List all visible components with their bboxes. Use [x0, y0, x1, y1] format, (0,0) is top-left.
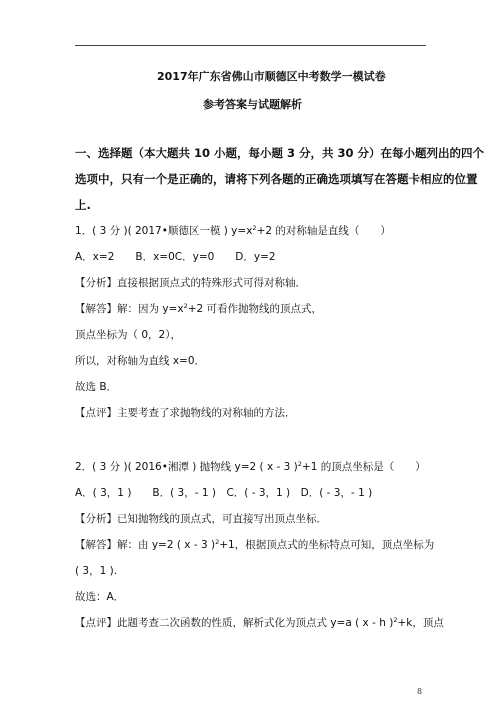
section-heading-line1: 一、选择题（本大题共 10 小题，每小题 3 分，共 30 分）在每小题列出的四个: [75, 146, 485, 160]
q2-comment: [75, 616, 444, 630]
q2-options: A．( 3，1 ) B．( 3，- 1 ) C．( - 3，1 ) D．( - 3，- 1 ): [75, 487, 373, 499]
q1-answer-text: 【解答】解：因为 y=x: [75, 303, 184, 315]
q1-answer: [75, 302, 322, 316]
q1-stem: [75, 224, 391, 238]
doc-subtitle: 参考答案与试题解析: [203, 98, 302, 111]
q2-answer: [75, 538, 434, 552]
header-rule: [75, 45, 426, 46]
q2-stem-text-end: +1 的顶点坐标是（ ）: [301, 461, 426, 473]
q2-stem-text: 2．( 3 分 )( 2016•湘潭 ) 抛物线 y=2 ( x - 3 ): [75, 461, 298, 473]
doc-title: 2017年广东省佛山市顺德区中考数学一模试卷: [157, 70, 386, 83]
section-heading-line2: 选项中，只有一个是正确的，请将下列各题的正确选项填写在答题卡相应的位置: [75, 172, 478, 186]
q2-stem-exponent: 2: [297, 460, 302, 468]
q1-axis: 所以，对称轴为直线 x=0．: [75, 355, 206, 367]
page-number: 8: [417, 687, 423, 696]
q2-vertex: ( 3，1 ).: [75, 565, 118, 577]
q2-choice: 故选：A．: [75, 591, 125, 603]
q2-comment-text-end: +k，顶点: [397, 617, 444, 629]
q1-stem-exponent: 2: [252, 224, 257, 232]
q1-answer-exponent: 2: [183, 302, 188, 310]
q1-choice: 故选 B．: [75, 381, 118, 393]
q2-analysis: 【分析】已知抛物线的顶点式，可直接写出顶点坐标．: [75, 513, 327, 525]
section-heading-line3: 上.: [75, 198, 91, 212]
q2-answer-exponent: 2: [215, 538, 220, 546]
q1-stem-text: 1．( 3 分 )( 2017•顺德区一模 ) y=x: [75, 225, 253, 237]
q1-stem-text-end: +2 的对称轴是直线（ ）: [256, 225, 391, 237]
q2-comment-exponent: 2: [393, 616, 398, 624]
q1-comment: 【点评】主要考查了求抛物线的对称轴的方法．: [75, 407, 296, 419]
q2-answer-text: 【解答】解：由 y=2 ( x - 3 ): [75, 539, 216, 551]
q2-answer-text-end: +1，根据顶点式的坐标特点可知，顶点坐标为: [219, 539, 435, 551]
q1-answer-text-end: +2 可看作抛物线的顶点式，: [187, 303, 323, 315]
q1-options: A．x=2 B．x=0C．y=0 D．y=2: [75, 251, 276, 263]
q2-comment-text: 【点评】此题考查二次函数的性质，解析式化为顶点式 y=a ( x - h ): [75, 617, 394, 629]
q1-analysis: 【分析】直接根据顶点式的特殊形式可得对称轴．: [75, 277, 306, 289]
q1-vertex: 顶点坐标为（ 0，2），: [75, 329, 181, 341]
q2-stem: [75, 460, 426, 474]
